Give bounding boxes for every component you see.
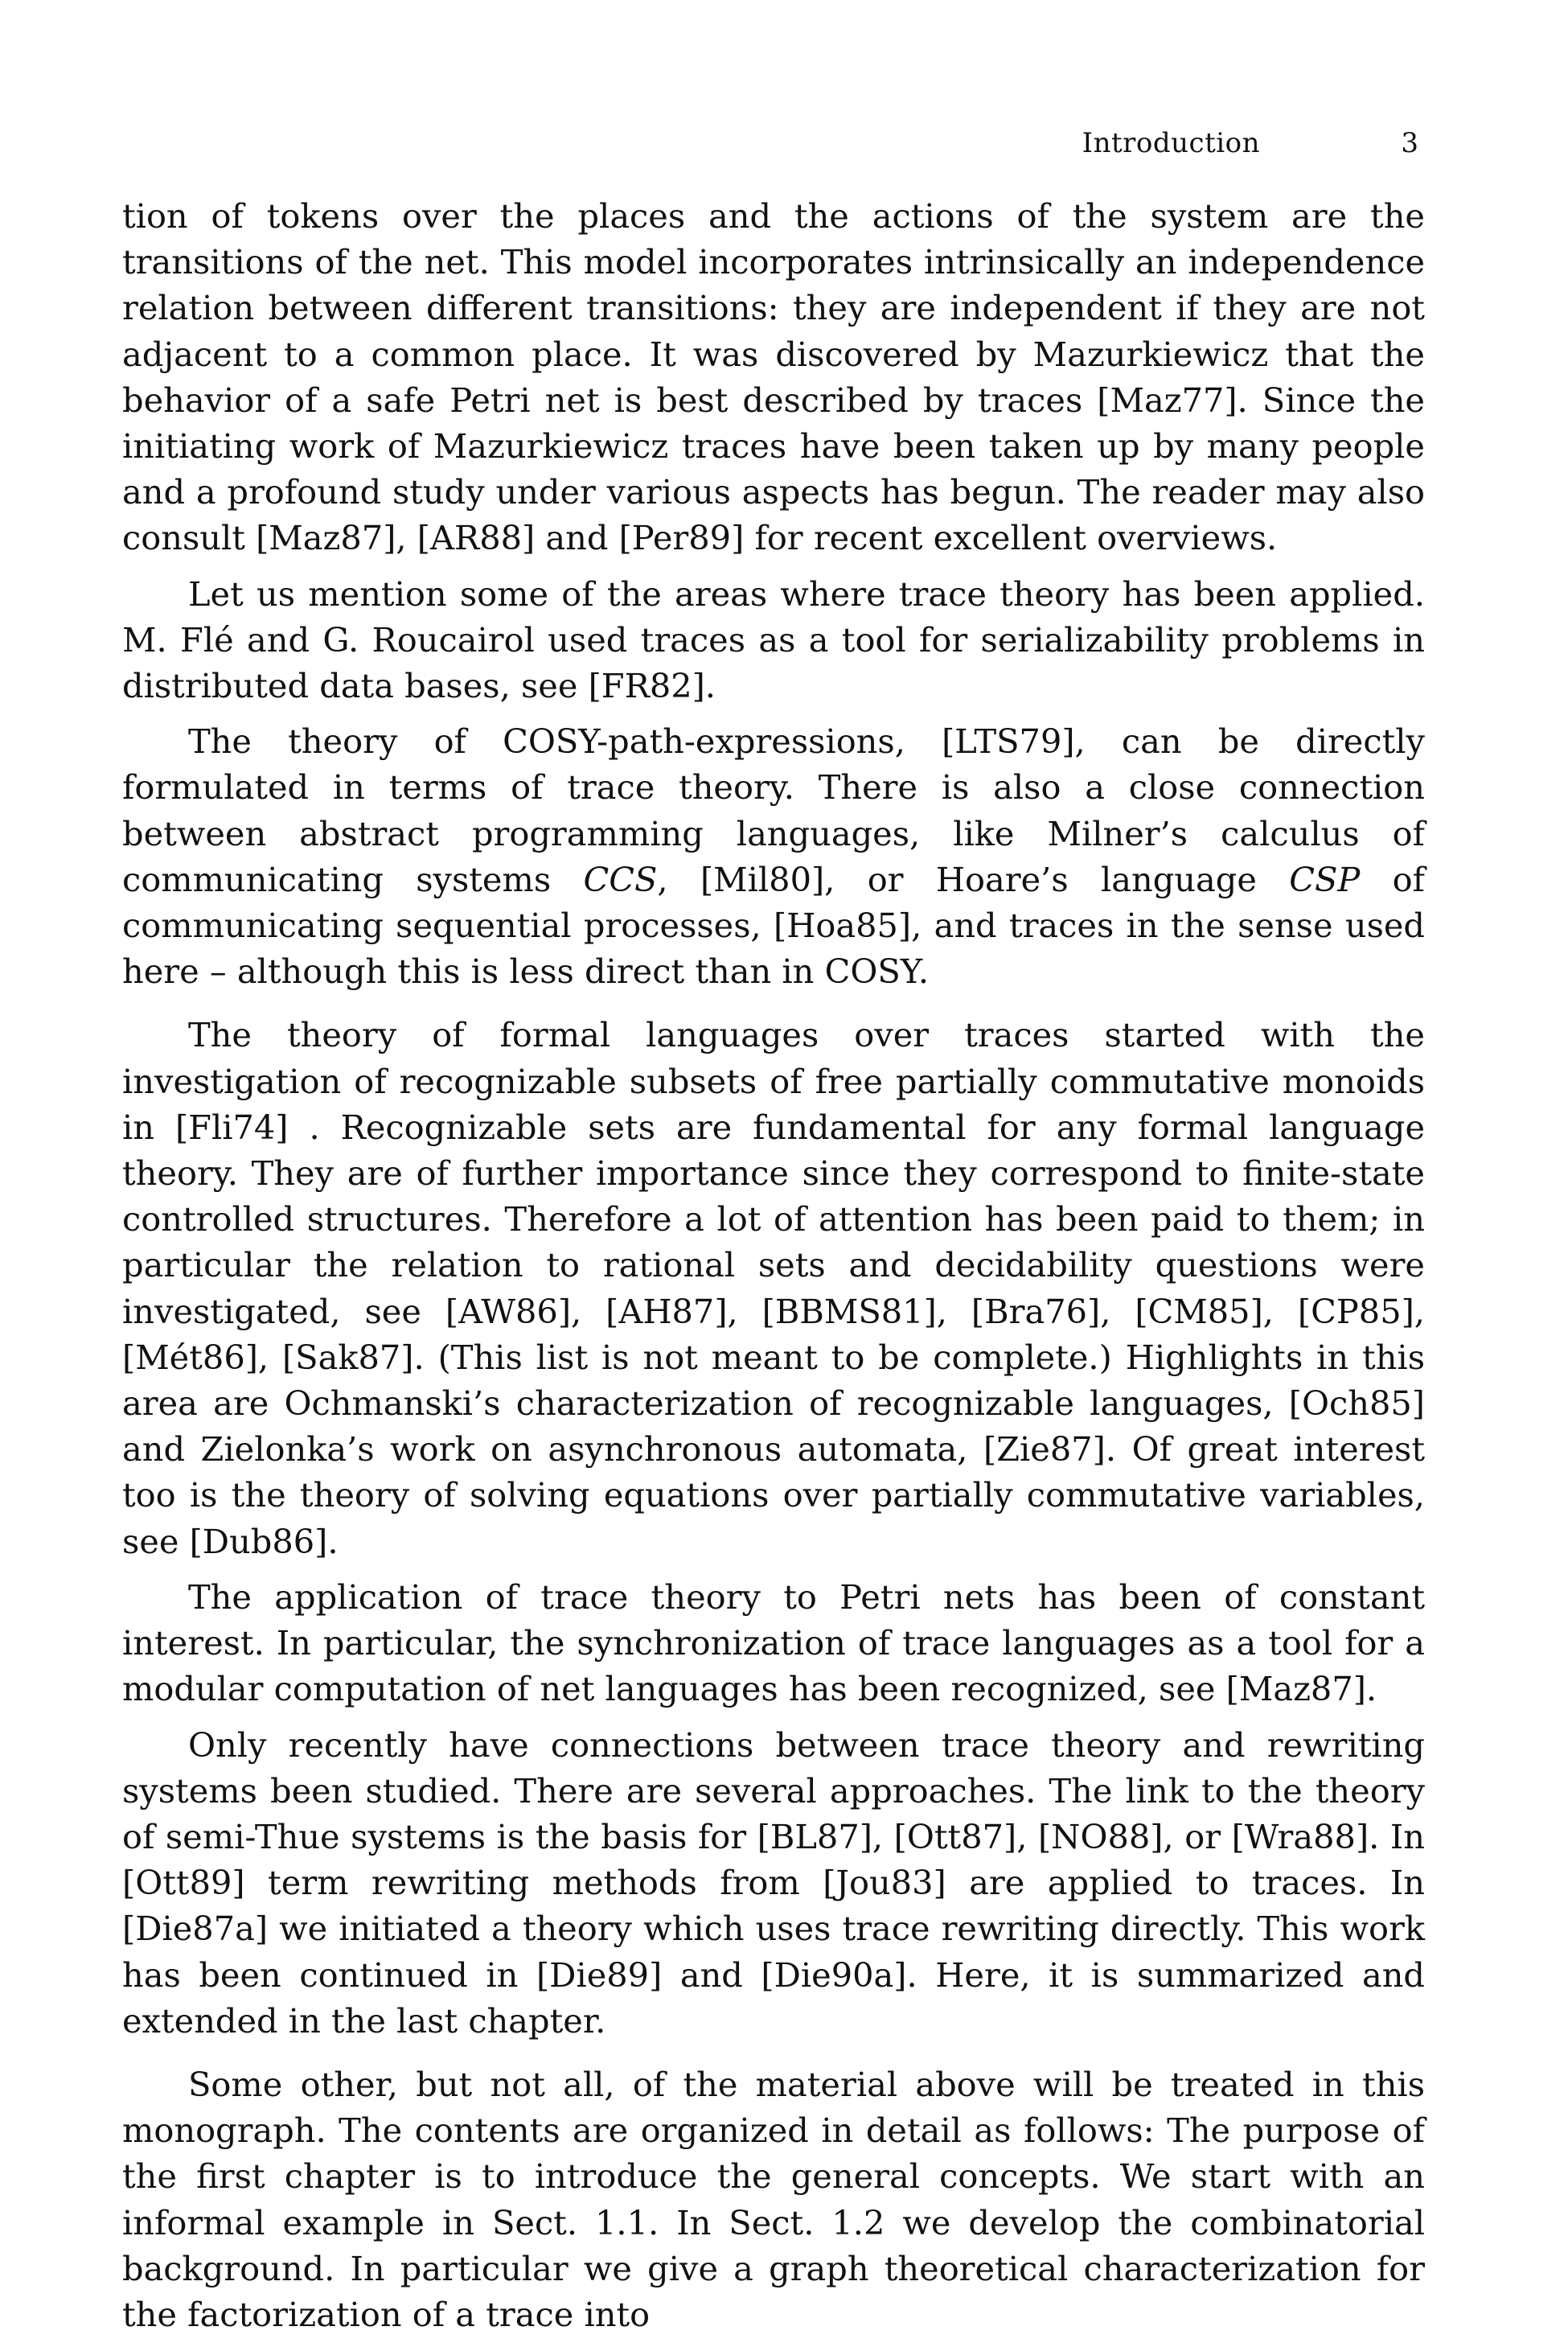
page-number: 3: [1401, 127, 1418, 159]
paragraph-petri-net-continuation: tion of tokens over the places and the actions of the system are the transitions of the net. This model incorporates intrinsically an independence relation between different transitions: they are independent if they are not adjacent to a common place. It was discovered by Mazurkiewicz that the behavior of a safe Petri net is best described by traces [Maz77]. Since the initiating work of Mazurkiewicz traces have been taken up by many people and a profound study under various aspects has begun. The reader may also consult [Maz87], [AR88] and [Per89] for recent excellent overviews.: [122, 196, 1425, 558]
paragraph-applications: Let us mention some of the areas where trace theory has been applied. M. Flé and G. Roucairol used traces as a tool for serializability problems in distributed data bases, see [FR82].: [122, 573, 1425, 706]
paragraph-cosy: [122, 718, 1425, 994]
paragraph-cosy-part-a: The theory of COSY-path-expressions, [LTS79], can be directly formulated in terms of trace theory. There is also a close connection between abstract programming languages, like Milner’s calculus of communicating systems: [122, 721, 1425, 899]
csp-term: CSP: [1289, 859, 1361, 899]
paragraph-formal-languages: The theory of formal languages over traces started with the investigation of recognizable subsets of free partially commutative monoids in [Fli74] . Recognizable sets are fundamental for any formal language theory. They are of further importance since they correspond to finite-state controlled structures. Therefore a lot of attention has been paid to them; in particular the relation to rational sets and decidability questions were investigated, see [AW86], [AH87], [BBMS81], [Bra76], [CM85], [CP85], [Mét86], [Sak87]. (This list is not meant to be complete.) Highlights in this area are Ochmanski’s characterization of recognizable languages, [Och85] and Zielonka’s work on asynchronous automata, [Zie87]. Of great interest too is the theory of solving equations over partially commutative variables, see [Dub86].: [122, 1015, 1425, 1561]
paragraph-cosy-part-c: of communicating sequential processes, [Hoa85], and traces in the sense used here – although this is less direct than in COSY.: [122, 859, 1426, 992]
paragraph-contents-overview: Some other, but not all, of the material above will be treated in this monograph. The contents are organized in detail as follows: The purpose of the first chapter is to introduce the general concepts. We start with an informal example in Sect. 1.1. In Sect. 1.2 we develop the combinatorial background. In particular we give a graph theoretical characterization for the factorization of a trace into: [122, 2064, 1425, 2334]
ccs-term: CCS: [583, 859, 658, 899]
running-header: [122, 127, 1425, 167]
paragraph-cosy-part-b: , [Mil80], or Hoare’s language: [657, 859, 1290, 899]
paragraph-petri-nets: The application of trace theory to Petri nets has been of constant interest. In particular, the synchronization of trace languages as a tool for a modular computation of net languages has been recognized, see [Maz87].: [122, 1576, 1425, 1709]
paragraph-rewriting: Only recently have connections between trace theory and rewriting systems been studied. There are several approaches. The link to the theory of semi-Thue systems is the basis for [BL87], [Ott87], [NO88], or [Wra88]. In [Ott89] term rewriting methods from [Jou83] are applied to traces. In [Die87a] we initiated a theory which uses trace rewriting directly. This work has been continued in [Die89] and [Die90a]. Here, it is summarized and extended in the last chapter.: [122, 1724, 1425, 2041]
body-text: [122, 193, 1425, 2347]
running-header-title: Introduction: [1082, 127, 1260, 159]
